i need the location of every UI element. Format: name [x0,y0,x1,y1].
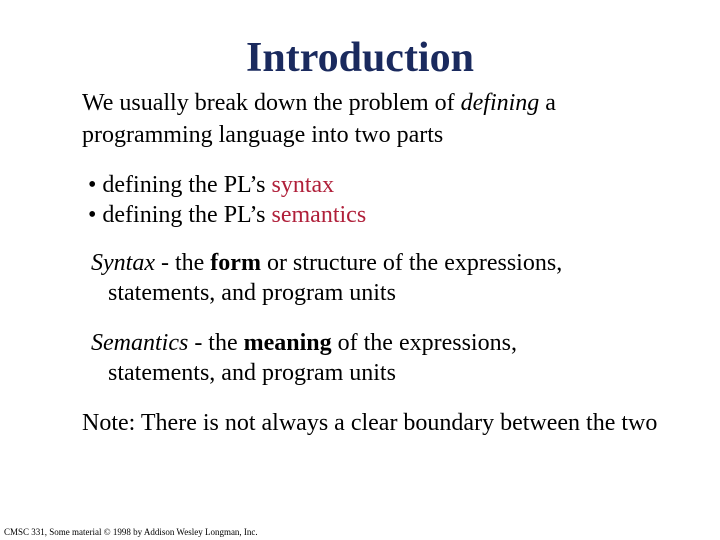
footer-copyright: CMSC 331, Some material © 1998 by Addison Wesley Longman, Inc. [4,527,258,537]
definition-line2: statements, and program units [108,360,396,386]
intro-text-pre: We usually break down the problem of [82,90,461,116]
bullet-prefix: • defining the PL’s [88,172,272,198]
intro-paragraph [82,87,682,151]
syntax-definition [91,248,691,308]
definition-term: Syntax [91,250,155,276]
definition-mid: - the [154,250,211,276]
definition-line2: statements, and program units [108,280,396,306]
bullet-prefix: • defining the PL’s [88,202,272,228]
slide-title: Introduction [246,35,474,81]
intro-text-post: a programming language into two parts [82,90,556,148]
bullet-semantics [88,200,366,230]
definition-key: meaning [243,330,332,356]
note-paragraph: Note: There is not always a clear boundary between the two [82,410,658,436]
definition-rest: of the expressions, [331,330,517,356]
definition-term: Semantics [91,330,189,356]
bullet-syntax [88,170,366,200]
bullet-highlight: semantics [271,202,367,228]
definition-key: form [210,250,261,276]
semantics-definition [91,328,691,388]
intro-emphasis: defining [460,90,540,116]
bullet-list [88,170,366,230]
bullet-highlight: syntax [271,172,335,198]
definition-rest: or structure of the expressions, [260,250,563,276]
definition-mid: - the [188,330,244,356]
